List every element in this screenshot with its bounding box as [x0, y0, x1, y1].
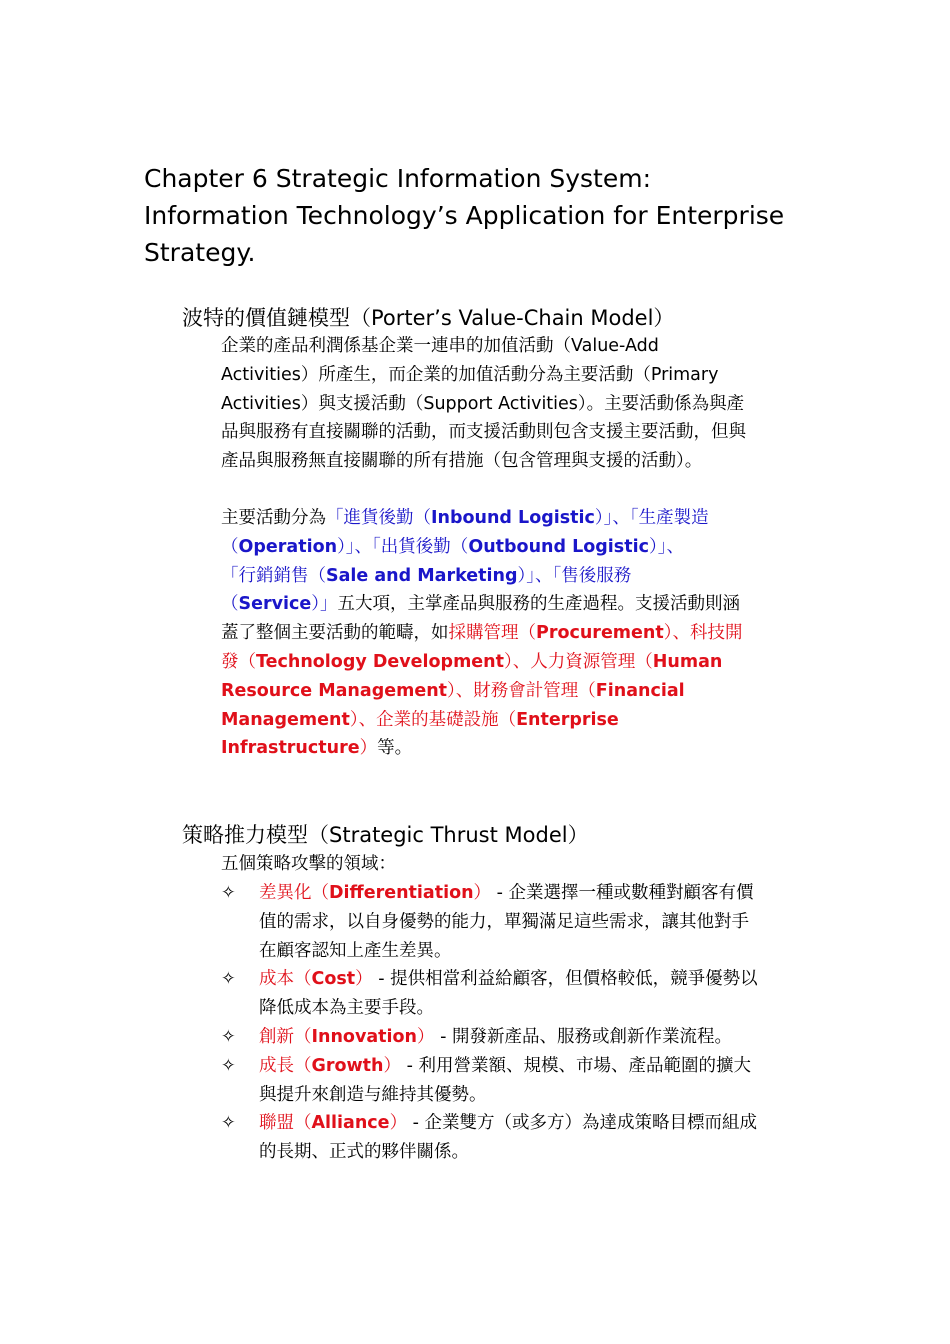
- strategy-description: - 企業選擇一種或數種對顧客有價: [491, 883, 754, 903]
- paragraph-line: 產品與服務無直接關聯的所有措施（包含管理與支援的活動）。: [221, 451, 703, 472]
- list-item-line: [259, 1052, 821, 1081]
- strategy-label: 創新（: [259, 1026, 312, 1047]
- primary-activity-term: Outbound Logistic: [468, 536, 649, 557]
- strategy-description: 在顧客認知上產生差異。: [259, 940, 452, 961]
- list-item-line: [259, 965, 821, 994]
- primary-activity-text: ）」、「出貨後勤（: [337, 536, 469, 557]
- support-activity-term: Infrastructure: [221, 738, 360, 759]
- strategy-description: - 提供相當利益給顧客，但價格較低，競爭優勢以: [372, 969, 758, 990]
- strategy-label: 成本（: [259, 969, 312, 990]
- support-activity-term: Human: [652, 651, 723, 672]
- strategy-term: Cost: [311, 969, 356, 990]
- paragraph-line: [221, 562, 811, 591]
- strategy-term: Growth: [311, 1055, 384, 1076]
- support-activity-text: ）、財務會計管理（: [447, 680, 596, 701]
- text: 主要活動分為: [221, 508, 326, 528]
- list-item-line: [259, 1023, 821, 1052]
- section-heading-value-chain: 波特的價值鏈模型（Porter’s Value-Chain Model）: [182, 306, 675, 330]
- paragraph-line: Activities）與支援活動（Support Activities）。主要活動係為與產: [221, 393, 745, 414]
- star-bullet-icon: ✧: [221, 1055, 236, 1076]
- support-activity-text: 採購管理（: [448, 623, 536, 644]
- support-activity-term: Procurement: [536, 623, 664, 644]
- paragraph-line: 五個策略攻擊的領域：: [221, 854, 396, 874]
- primary-activity-term: Service: [238, 594, 312, 615]
- strategy-list: [221, 879, 821, 1167]
- strategy-label: 成長（: [259, 1055, 312, 1076]
- strategy-description: - 利用營業額、規模、市場、產品範圍的擴大: [401, 1055, 751, 1076]
- strategy-description: - 企業雙方（或多方）為達成策略目標而組成: [407, 1113, 758, 1134]
- strategy-label: ）: [355, 969, 373, 990]
- star-bullet-icon: ✧: [221, 1026, 236, 1047]
- paragraph-line: [221, 677, 811, 706]
- support-activity-text: ）、人力資源管理（: [504, 651, 653, 672]
- paragraph-line: Activities）所產生，而企業的加值活動分為主要活動（Primary: [221, 364, 719, 385]
- paragraph-line: [221, 533, 811, 562]
- primary-activity-text: （: [221, 594, 239, 615]
- strategy-label: 聯盟（: [259, 1113, 312, 1134]
- activities-paragraph: [221, 504, 811, 763]
- primary-activity-text: ）」、「售後服務: [517, 565, 632, 586]
- paragraph-line: [221, 706, 811, 735]
- list-item: [221, 1023, 821, 1052]
- strategy-label: ）: [383, 1055, 402, 1076]
- chapter-title: [144, 160, 844, 271]
- primary-activity-text: （: [221, 536, 239, 557]
- list-item: [221, 1052, 821, 1110]
- star-bullet-icon: ✧: [221, 969, 236, 990]
- paragraph-line: [221, 734, 811, 763]
- support-activity-term: Resource Management: [221, 680, 448, 701]
- text: 等。: [377, 738, 413, 759]
- primary-activity-text: 「行銷銷售（: [221, 565, 326, 586]
- value-chain-intro-paragraph: [221, 332, 811, 476]
- paragraph-line: [221, 648, 811, 677]
- list-item: [221, 879, 821, 965]
- paragraph-line: 企業的產品利潤係基企業一連串的加值活動（Value-Add: [221, 336, 659, 356]
- strategy-description: 與提升來創造与維持其優勢。: [259, 1084, 487, 1105]
- support-activity-text: 發（: [221, 651, 256, 672]
- support-activity-term: Financial: [595, 680, 685, 701]
- primary-activity-text: ）」、: [648, 536, 684, 557]
- paragraph-line: [221, 590, 811, 619]
- strategy-label: ）: [417, 1026, 435, 1047]
- strategy-description: 的長期、正式的夥伴關係。: [259, 1142, 469, 1163]
- support-activity-term: Technology Development: [256, 651, 504, 672]
- support-activity-term: Management: [221, 709, 350, 730]
- strategy-term: Differentiation: [329, 883, 474, 903]
- strategy-term: Innovation: [311, 1026, 418, 1047]
- support-activity-text: ）: [359, 738, 378, 759]
- paragraph-line: [221, 619, 811, 648]
- strategy-description: 值的需求，以自身優勢的能力，單獨滿足這些需求，讓其他對手: [259, 911, 749, 932]
- paragraph-line: 品與服務有直接關聯的活動，而支援活動則包含支援主要活動，但與: [221, 422, 746, 443]
- strategy-label: ）: [473, 883, 492, 903]
- title-line: Information Technology’s Application for Enterprise: [144, 201, 785, 230]
- title-line: Chapter 6 Strategic Information System:: [144, 164, 652, 193]
- section-heading-strategic-thrust: 策略推力模型（Strategic Thrust Model）: [182, 823, 589, 847]
- text: 蓋了整個主要活動的範疇，如: [221, 623, 449, 644]
- strategy-description: 降低成本為主要手段。: [259, 998, 434, 1019]
- list-item-line: [259, 1109, 821, 1138]
- paragraph-line: [221, 504, 811, 533]
- strategy-term: Alliance: [311, 1113, 390, 1134]
- strategy-description: - 開發新產品、服務或創新作業流程。: [434, 1026, 732, 1047]
- primary-activity-text: 「進貨後勤（: [326, 508, 431, 528]
- support-activity-text: ）、科技開: [663, 623, 743, 644]
- strategic-thrust-intro: [221, 850, 811, 879]
- primary-activity-text: ）」: [311, 594, 338, 615]
- star-bullet-icon: ✧: [221, 883, 236, 903]
- support-activity-text: ）、企業的基礎設施（: [349, 709, 517, 730]
- strategy-label: 差異化（: [259, 883, 329, 903]
- title-line: Strategy.: [144, 238, 256, 267]
- star-bullet-icon: ✧: [221, 1113, 236, 1134]
- list-item-line: [259, 879, 821, 908]
- strategy-label: ）: [389, 1113, 408, 1134]
- primary-activity-term: Inbound Logistic: [431, 508, 595, 528]
- list-item: [221, 965, 821, 1023]
- list-item: [221, 1109, 821, 1167]
- primary-activity-term: Sale and Marketing: [326, 565, 518, 586]
- support-activity-term: Enterprise: [516, 709, 619, 730]
- text: 五大項，主掌產品與服務的生產過程。支援活動則涵: [337, 594, 741, 615]
- primary-activity-text: ）」、「生產製造: [594, 508, 709, 528]
- primary-activity-term: Operation: [238, 536, 338, 557]
